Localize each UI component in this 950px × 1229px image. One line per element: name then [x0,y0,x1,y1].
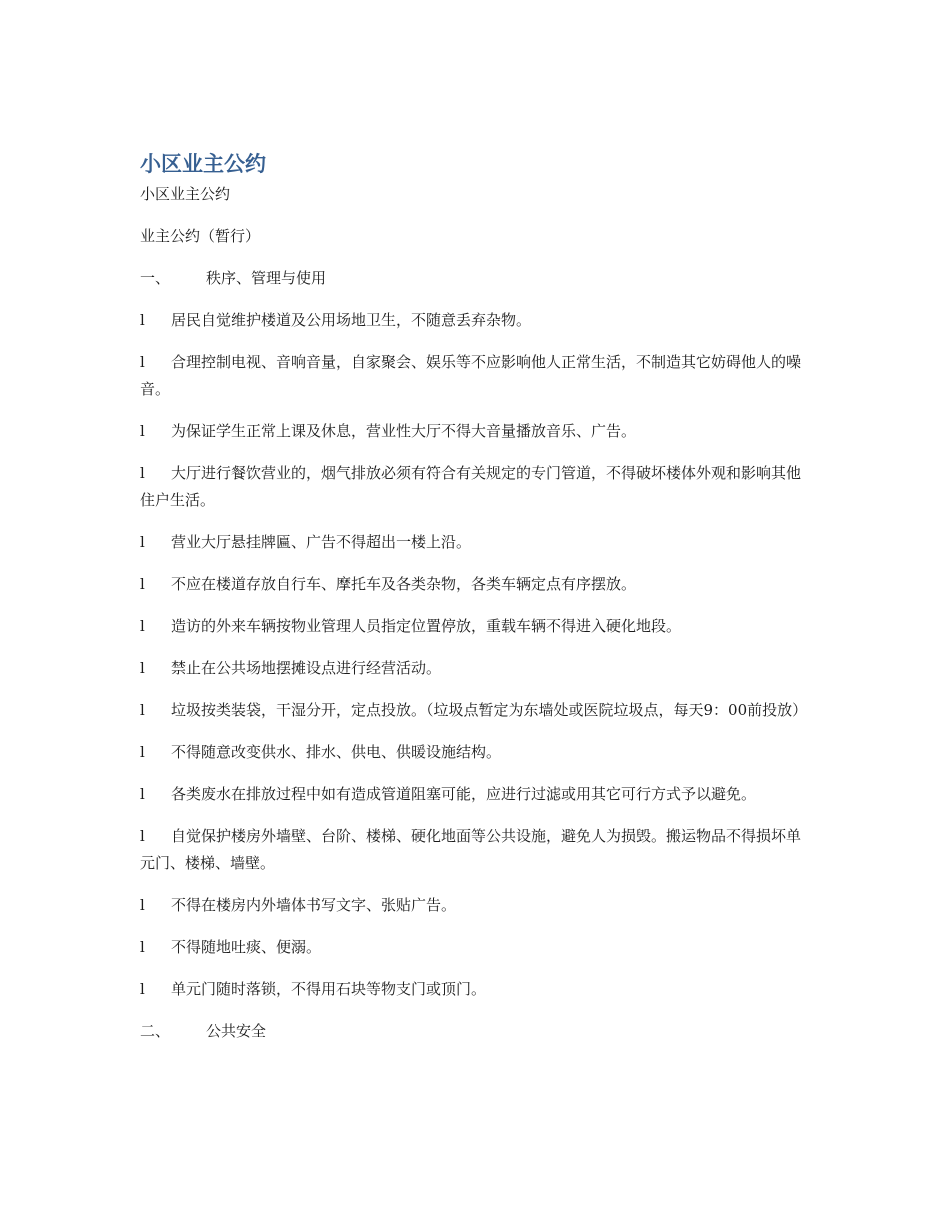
document-subtitle: 小区业主公约 [140,185,231,203]
list-item-text: 不得随意改变供水、排水、供电、供暖设施结构。 [171,743,502,761]
bullet-mark: l [140,896,145,914]
list-item [140,613,810,640]
list-item [140,460,810,514]
section-number: 二、 [140,1022,171,1040]
bullet-mark: l [140,353,145,371]
list-item-text: 为保证学生正常上课及休息，营业性大厅不得大音量播放音乐、广告。 [171,422,637,440]
bullet-mark: l [140,743,145,761]
list-item-text: 不应在楼道存放自行车、摩托车及各类杂物，各类车辆定点有序摆放。 [171,575,637,593]
bullet-mark: l [140,980,145,998]
list-item-text: 大厅进行餐饮营业的，烟气排放必须有符合有关规定的专门管道，不得破坏楼体外观和影响其他住户生活。 [140,464,802,509]
section-number: 一、 [140,269,171,287]
list-item-text: 居民自觉维护楼道及公用场地卫生，不随意丢弃杂物。 [171,311,532,329]
bullet-mark: l [140,575,145,593]
list-item [140,349,810,403]
document-page [140,150,810,1060]
list-item-text: 单元门随时落锁，不得用石块等物支门或顶门。 [171,980,487,998]
list-item-text: 营业大厅悬挂牌匾、广告不得超出一楼上沿。 [171,533,472,551]
bullet-mark: l [140,617,145,635]
bullet-mark: l [140,422,145,440]
list-item [140,655,810,682]
list-item-text: 垃圾按类装袋，干湿分开，定点投放。（垃圾点暂定为东墙处或医院垃圾点，每天9：00前投放） [171,701,808,719]
list-item [140,307,810,334]
list-item [140,976,810,1003]
list-item-text: 各类废水在排放过程中如有造成管道阻塞可能，应进行过滤或用其它可行方式予以避免。 [171,785,757,803]
list-item [140,739,810,766]
list-item [140,892,810,919]
document-title: 小区业主公约 [140,152,266,176]
list-item-text: 自觉保护楼房外墙壁、台阶、楼梯、硬化地面等公共设施，避免人为损毁。搬运物品不得损坏单元门、楼梯、墙壁。 [140,827,802,872]
bullet-mark: l [140,701,145,719]
list-item [140,934,810,961]
list-item [140,418,810,445]
list-item [140,529,810,556]
bullet-mark: l [140,827,145,845]
intro-line: 业主公约（暂行） [140,227,261,245]
list-item [140,571,810,598]
list-item-text: 不得随地吐痰、便溺。 [171,938,322,956]
bullet-mark: l [140,659,145,677]
list-item [140,781,810,808]
list-item-text: 禁止在公共场地摆摊设点进行经营活动。 [171,659,442,677]
section-heading-1 [140,265,810,292]
section-title: 公共安全 [206,1022,267,1040]
bullet-mark: l [140,311,145,329]
list-item [140,697,810,724]
list-item-text: 不得在楼房内外墙体书写文字、张贴广告。 [171,896,457,914]
section-title: 秩序、管理与使用 [206,269,327,287]
section-heading-2 [140,1018,810,1045]
list-item-text: 合理控制电视、音响音量，自家聚会、娱乐等不应影响他人正常生活，不制造其它妨碍他人的噪音。 [140,353,802,398]
list-item [140,823,810,877]
bullet-mark: l [140,464,145,482]
bullet-mark: l [140,533,145,551]
list-item-text: 造访的外来车辆按物业管理人员指定位置停放，重载车辆不得进入硬化地段。 [171,617,682,635]
bullet-mark: l [140,785,145,803]
bullet-mark: l [140,938,145,956]
